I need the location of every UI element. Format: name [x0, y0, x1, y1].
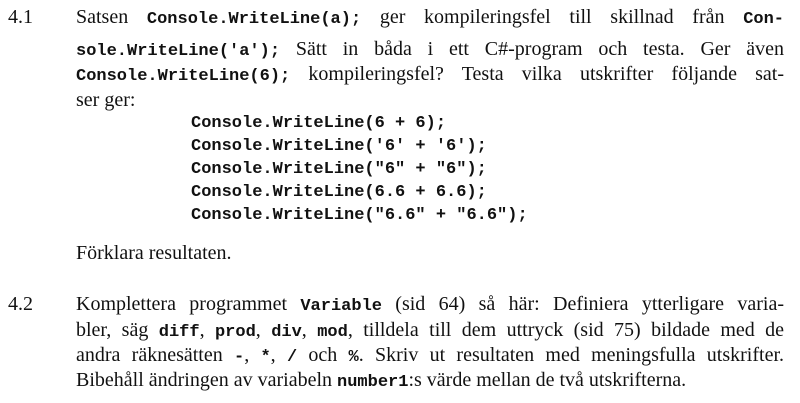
code-inline: Con-: [743, 10, 784, 29]
exercise-4-1-line-2: [76, 38, 784, 61]
code-inline: *: [260, 348, 271, 367]
exercise-4-2-line-3: [76, 344, 784, 367]
text: (sid 64) så här: Definiera ytterligare varia-: [381, 293, 784, 315]
code-inline: %: [348, 348, 359, 367]
exercise-4-1-line-4: ser ger:: [76, 89, 136, 111]
text: ,: [199, 319, 215, 341]
text: Satsen: [76, 6, 147, 28]
text: andra räknesätten: [76, 344, 234, 366]
code-inline: Console.WriteLine(a);: [146, 10, 362, 29]
code-inline: div: [271, 323, 302, 342]
text: ,: [301, 319, 318, 341]
code-inline: /: [286, 348, 298, 367]
text: ,: [255, 319, 272, 341]
exercise-4-1-number: 4.1: [8, 6, 33, 28]
text: ger kompileringsfel till skillnad från: [361, 6, 744, 28]
code-inline: Variable: [300, 297, 382, 316]
text: ,: [270, 344, 287, 366]
code-line-4: Console.WriteLine(6.6 + 6.6);: [191, 183, 487, 202]
code-inline: mod: [317, 323, 348, 342]
text: ,: [244, 344, 261, 366]
text: Komplettera programmet: [76, 293, 301, 315]
text: bler, säg: [76, 319, 159, 341]
text: kompileringsfel? Testa vilka utskrifter följande sat-: [290, 63, 784, 85]
code-line-5: Console.WriteLine("6.6" + "6.6");: [191, 206, 528, 225]
code-line-1: Console.WriteLine(6 + 6);: [191, 114, 447, 133]
code-inline: diff: [158, 323, 200, 342]
exercise-4-2-line-2: [76, 319, 784, 342]
text: . Skriv ut resultaten med meningsfulla utskrifter.: [358, 344, 785, 366]
text: Bibehåll ändringen av variabeln: [76, 369, 338, 391]
code-inline: -: [234, 348, 245, 367]
code-inline: number1: [337, 373, 409, 392]
exercise-4-2-line-1: [76, 293, 784, 316]
exercise-4-1-line-1: [76, 6, 784, 29]
text: :s värde mellan de två utskrifterna.: [408, 369, 687, 391]
text: och: [297, 344, 349, 366]
code-line-2: Console.WriteLine('6' + '6');: [191, 137, 487, 156]
code-line-3: Console.WriteLine("6" + "6");: [191, 160, 487, 179]
code-inline: Console.WriteLine(6);: [76, 67, 291, 86]
exercise-4-2-line-4: [76, 369, 686, 392]
exercise-4-1-line-3: [76, 63, 784, 86]
exercise-4-1-explain: Förklara resultaten.: [76, 242, 232, 264]
text: , tilldela till dem uttryck (sid 75) bildade med de: [347, 319, 785, 341]
code-inline: prod: [214, 323, 256, 342]
text: Sätt in båda i ett C#-program och testa. Ger även: [280, 38, 784, 60]
exercise-4-2-number: 4.2: [8, 293, 33, 315]
code-inline: sole.WriteLine('a');: [76, 42, 281, 61]
